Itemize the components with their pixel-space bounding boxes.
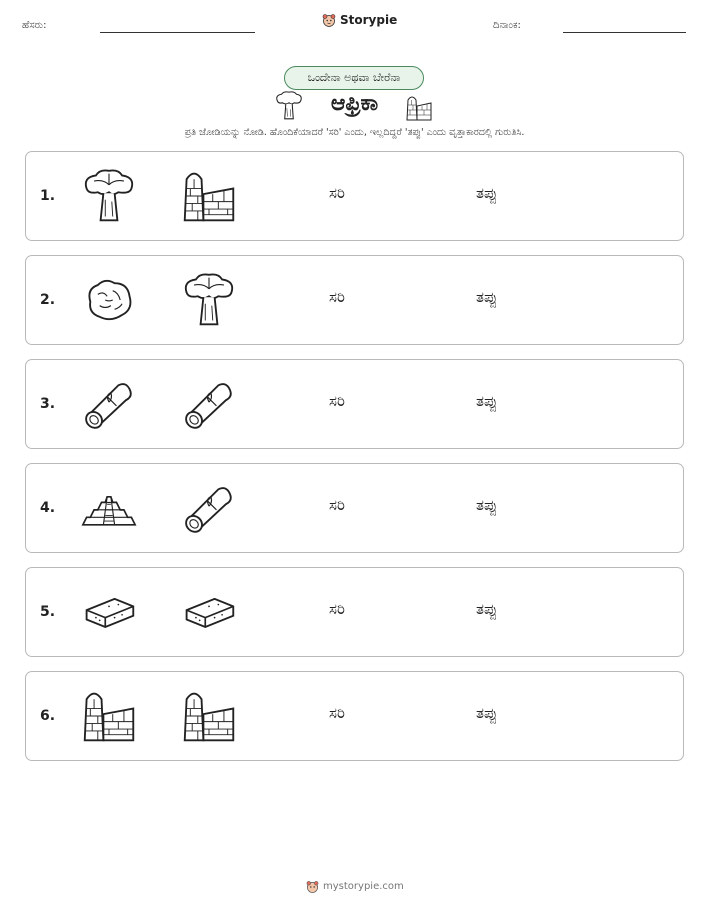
baobab-tree-icon	[80, 168, 138, 224]
scroll-icon	[180, 480, 238, 536]
option-wrong[interactable]: ತಪ್ಪು	[476, 496, 498, 514]
storypie-logo	[322, 13, 397, 27]
great-zimbabwe-ruins-icon	[404, 93, 434, 121]
footer	[306, 880, 404, 893]
option-wrong[interactable]: ತಪ್ಪು	[476, 184, 498, 202]
brick-icon	[80, 584, 138, 640]
scroll-icon	[80, 376, 138, 432]
rock-icon	[80, 272, 138, 328]
mascot-icon	[322, 13, 336, 27]
scroll-icon	[180, 376, 238, 432]
footer-url[interactable]: mystorypie.com	[323, 881, 404, 892]
question-number: 2.	[40, 292, 56, 308]
great-zimbabwe-ruins-icon	[180, 688, 238, 744]
question-number: 6.	[40, 708, 56, 724]
question-card	[25, 359, 684, 449]
date-line[interactable]	[563, 32, 686, 33]
question-number: 3.	[40, 396, 56, 412]
option-wrong[interactable]: ತಪ್ಪು	[476, 288, 498, 306]
option-correct[interactable]: ಸರಿ	[329, 704, 345, 722]
brand-name: Storypie	[340, 13, 398, 27]
page-title: ಆಫ್ರಿಕಾ	[330, 91, 379, 116]
instructions: ಪ್ರತಿ ಜೋಡಿಯನ್ನು ನೋಡಿ. ಹೊಂದಿಕೆಯಾದರೆ 'ಸರಿ' ಎಂದು, ಇಲ್ಲದಿದ್ದರೆ 'ತಪ್ಪು' ಎಂದು ವೃತ್ತಾಕಾರದಲ್ಲಿ ಗುರುತಿಸಿ.	[184, 127, 525, 138]
question-card	[25, 567, 684, 657]
option-correct[interactable]: ಸರಿ	[329, 392, 345, 410]
mascot-icon	[306, 880, 319, 893]
brick-icon	[180, 584, 238, 640]
question-card	[25, 151, 684, 241]
name-line[interactable]	[100, 32, 255, 33]
option-wrong[interactable]: ತಪ್ಪು	[476, 600, 498, 618]
worksheet-type-badge: ಒಂದೇನಾ ಅಥವಾ ಬೇರೆನಾ	[284, 66, 424, 90]
option-correct[interactable]: ಸರಿ	[329, 184, 345, 202]
name-label: ಹೆಸರು:	[22, 20, 47, 31]
question-card	[25, 463, 684, 553]
option-wrong[interactable]: ತಪ್ಪು	[476, 704, 498, 722]
baobab-tree-icon	[180, 272, 238, 328]
question-number: 1.	[40, 188, 56, 204]
option-correct[interactable]: ಸರಿ	[329, 600, 345, 618]
great-zimbabwe-ruins-icon	[80, 688, 138, 744]
question-card	[25, 255, 684, 345]
question-number: 4.	[40, 500, 56, 516]
question-number: 5.	[40, 604, 56, 620]
option-correct[interactable]: ಸರಿ	[329, 496, 345, 514]
great-zimbabwe-ruins-icon	[180, 168, 238, 224]
option-correct[interactable]: ಸರಿ	[329, 288, 345, 306]
pyramid-icon	[80, 480, 138, 536]
question-card	[25, 671, 684, 761]
date-label: ದಿನಾಂಕ:	[493, 20, 521, 31]
option-wrong[interactable]: ತಪ್ಪು	[476, 392, 498, 410]
